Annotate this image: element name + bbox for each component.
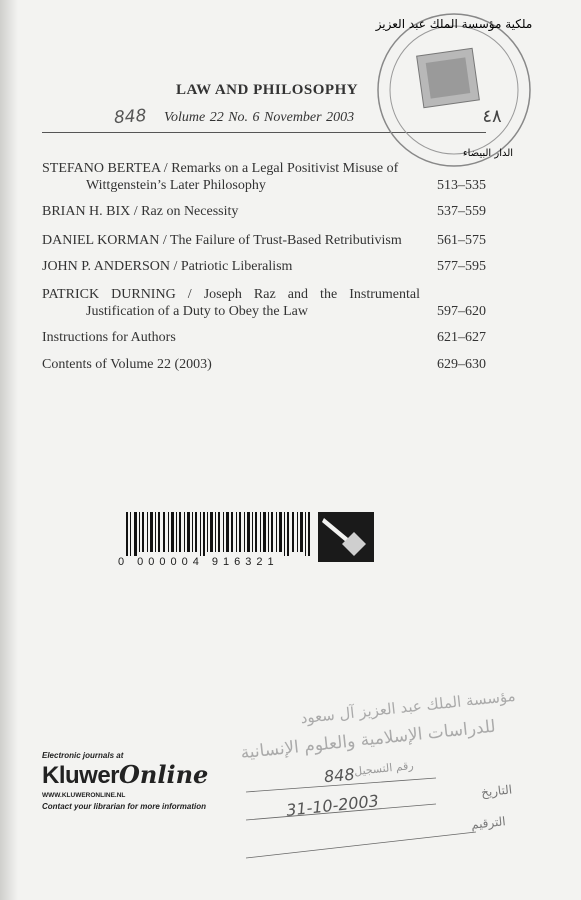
toc-title: Joseph Raz and the Instrumental — [203, 287, 420, 302]
page-binding-shadow — [0, 0, 18, 900]
handwritten-number: 848 — [113, 105, 148, 129]
registration-lines — [236, 692, 536, 862]
registration-date-label: التاريخ — [480, 782, 513, 800]
toc-pages: 561–575 — [437, 233, 486, 248]
logo-part-online: Online — [119, 760, 209, 789]
stamp-number: ٤٨ — [482, 106, 502, 127]
toc-pages: 577–595 — [437, 259, 486, 274]
registration-class-label: الترقيم — [470, 814, 507, 832]
footer-label: Electronic journals at — [42, 751, 124, 760]
registration-number-label: رقم التسجيل — [353, 758, 415, 779]
toc-title-continued: Justification of a Duty to Obey the Law — [86, 304, 309, 319]
toc-title: Instructions for Authors — [42, 330, 176, 345]
toc-author: STEFANO BERTEA — [42, 161, 161, 176]
toc-pages: 513–535 — [437, 178, 486, 193]
toc-author: DANIEL KORMAN — [42, 233, 160, 248]
toc-title: Patriotic Liberalism — [180, 259, 293, 274]
logo-part-kluwer: Kluwer — [42, 762, 120, 789]
registration-number: 848 — [323, 764, 356, 787]
toc-title: Contents of Volume 22 (2003) — [42, 357, 212, 372]
journal-title: LAW AND PHILOSOPHY — [176, 82, 359, 98]
toc-title: Raz on Necessity — [141, 204, 239, 219]
registration-stamp — [236, 686, 536, 862]
toc-pages: 537–559 — [437, 204, 486, 219]
toc-title: The Failure of Trust-Based Retributivism — [169, 233, 402, 248]
ownership-stamp — [368, 6, 540, 174]
toc-pages: 621–627 — [437, 330, 486, 345]
kluwer-online-logo — [42, 760, 208, 790]
stamp-text-bottom: الدار البيضاء — [462, 148, 514, 159]
toc-title-continued: Wittgenstein’s Later Philosophy — [86, 178, 266, 193]
registration-date: 31-10-2003 — [285, 791, 380, 820]
barcode-digits: 0 000004 916321 — [118, 556, 279, 568]
barcode-addon — [318, 512, 374, 562]
toc-author: BRIAN H. BIX — [42, 204, 131, 219]
toc-pages: 597–620 — [437, 304, 486, 319]
registration-stamp-line1: مؤسسة الملك عبد العزيز آل سعود — [299, 686, 517, 728]
issue-line: Volume 22 No. 6 November 2003 — [164, 110, 355, 125]
footer-url[interactable]: WWW.KLUWERONLINE.NL — [42, 792, 126, 799]
stamp-text-top: ملكية مؤسسة الملك عبد العزيز — [375, 17, 533, 31]
toc-title: Remarks on a Legal Positivist Misuse of — [171, 161, 399, 176]
toc-pages: 629–630 — [437, 357, 486, 372]
footer-contact: Contact your librarian for more information — [42, 802, 207, 811]
registration-stamp-line2: للدراسات الإسلامية والعلوم الإنسانية — [239, 716, 497, 764]
toc-author: JOHN P. ANDERSON — [42, 259, 170, 274]
toc-author: PATRICK DURNING — [42, 287, 176, 302]
